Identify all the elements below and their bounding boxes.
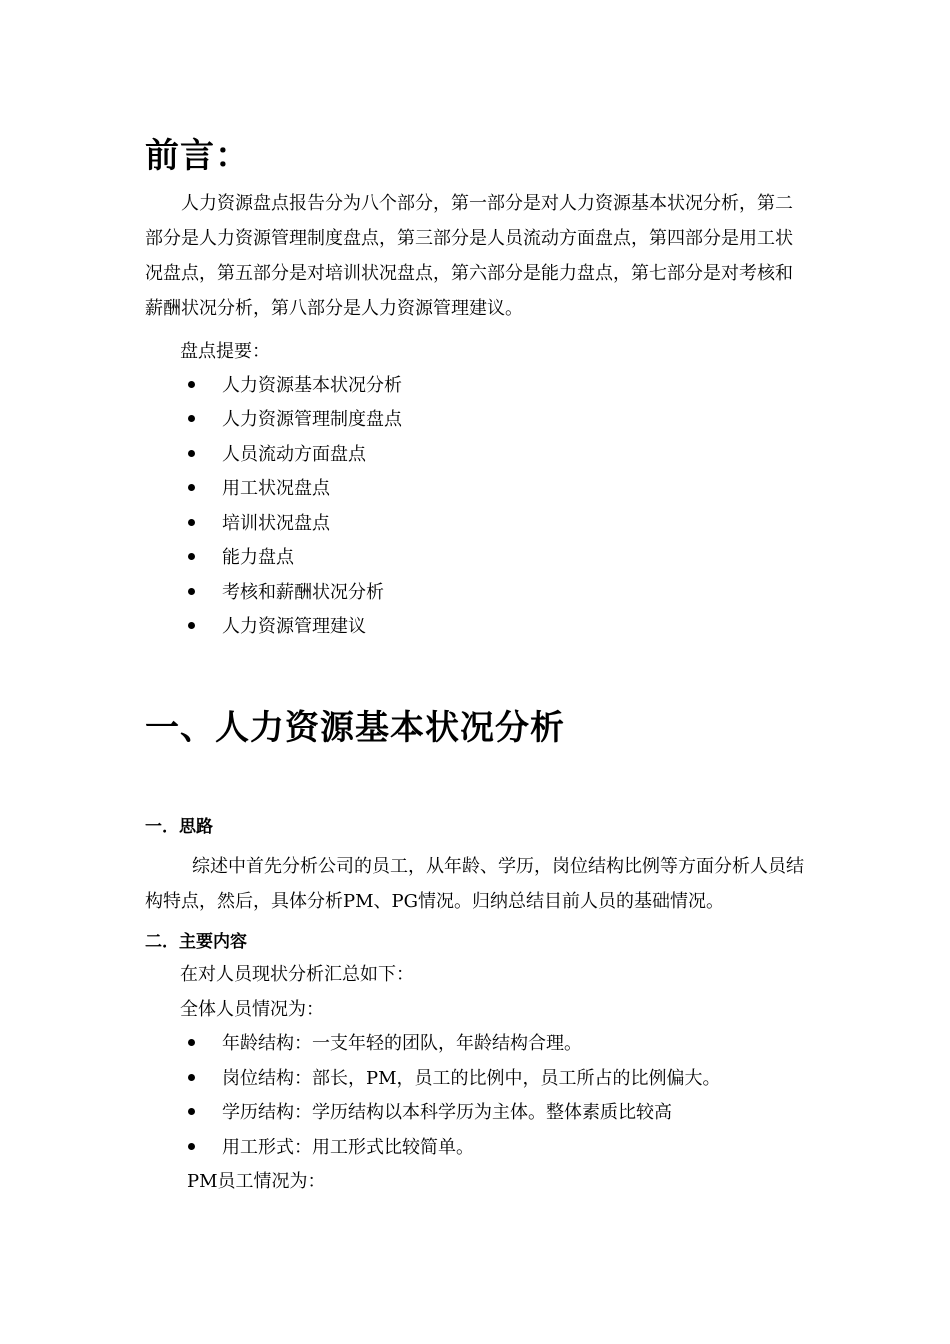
preface-paragraph: 人力资源盘点报告分为八个部分，第一部分是对人力资源基本状况分析，第二部分是人力资源管理制度盘点，第三部分是人员流动方面盘点，第四部分是用工状况盘点，第五部分是对培训状况盘点，第六部分是能力盘点，第七部分是对考核和薪酬状况分析，第八部分是人力资源管理建议。 bbox=[145, 193, 793, 319]
section-title: 一、人力资源基本状况分析 bbox=[145, 708, 565, 748]
subsection-heading-approach: 一．思路 bbox=[145, 817, 213, 837]
bullet-icon bbox=[188, 1074, 195, 1081]
bullet-icon bbox=[188, 622, 195, 629]
bullet-icon bbox=[188, 553, 195, 560]
pm-staff-label: PM员工情况为： bbox=[187, 1171, 326, 1192]
bullet-icon bbox=[188, 415, 195, 422]
bullet-icon bbox=[188, 1143, 195, 1150]
bullet-icon bbox=[188, 484, 195, 491]
approach-paragraph: 综述中首先分析公司的员工，从年龄、学历，岗位结构比例等方面分析人员结构特点，然后，具体分析PM、PG情况。归纳总结目前人员的基础情况。 bbox=[145, 856, 804, 912]
bullet-icon bbox=[188, 519, 195, 526]
all-staff-label: 全体人员情况为： bbox=[180, 999, 324, 1020]
document-page: 前言： 人力资源盘点报告分为八个部分，第一部分是对人力资源基本状况分析，第二部分是人力资源管理制度盘点，第三部分是人员流动方面盘点，第四部分是用工状况盘点，第五部分是对培训状况盘点，第六部分是能力盘点，第七部分是对考核和薪酬状况分析，第八部分是人力资源管理建议。 盘点提要： 人力资源基本状况分析 人力资源管理制度盘点 人员流动方面盘点 用工状况盘点 培训状况盘点 能力盘点 考核和薪酬状况分析 人力资源管理建议 一、人力资源基本状况分析 一．思路 综述中首先分析公司的员工，从年龄、学历，岗位结构比例等方面分析人员结构特点，然后，具体分析PM、PG情况。归纳总结目前人员的基础情况。 二．主要内容 在对人员现状分析汇总如下： 全体人员情况为： 年龄结构：一支年轻的团队，年龄结构合理。 岗位结构：部长，PM，员工的比例中，员工所占的比例偏大。 学历结构：学历结构以本科学历为主体。整体素质比较高 用工形式：用工形式比较简单。 PM员工情况为： bbox=[0, 0, 950, 1344]
summary-intro: 在对人员现状分析汇总如下： bbox=[180, 964, 414, 985]
summary-label: 盘点提要： bbox=[180, 341, 270, 362]
bullet-icon bbox=[188, 381, 195, 388]
subsection-heading-main-content: 二．主要内容 bbox=[145, 932, 247, 952]
bullet-icon bbox=[188, 1108, 195, 1115]
bullet-icon bbox=[188, 450, 195, 457]
bullet-icon bbox=[188, 588, 195, 595]
bullet-icon bbox=[188, 1039, 195, 1046]
preface-title: 前言： bbox=[145, 136, 250, 176]
